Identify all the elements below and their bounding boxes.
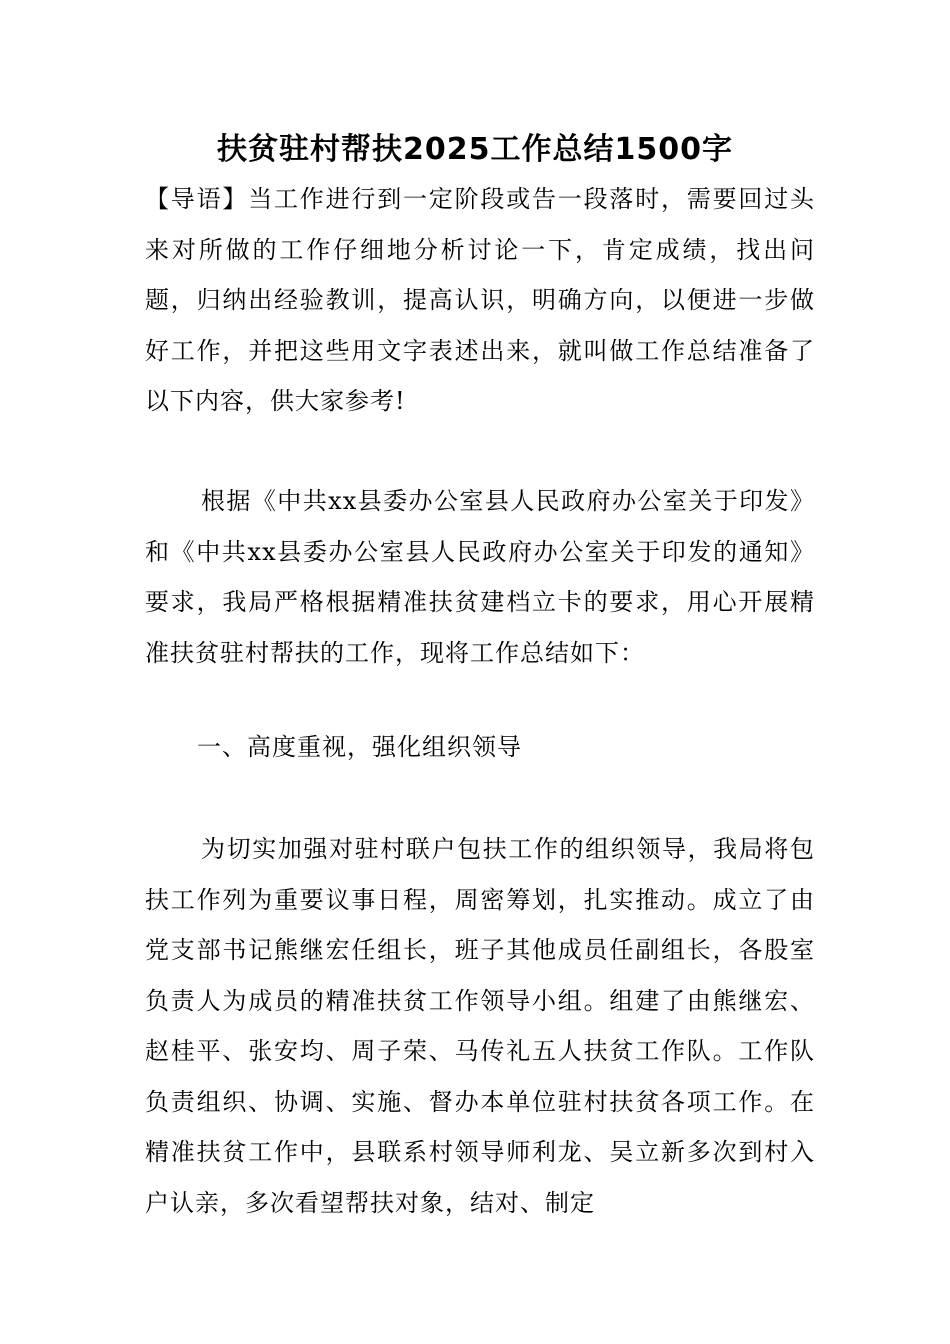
document-title: 扶贫驻村帮扶2025工作总结1500字 [217,132,733,167]
body-paragraph-1: 根据《中共xx县委办公室县人民政府办公室关于印发》和《中共xx县委办公室县人民政府办公室关于印发的通知》要求，我局严格根据精准扶贫建档立卡的要求，用心开展精准扶贫驻村帮扶的工作，现将工作总结如下： [145,487,815,667]
body-paragraph-2: 为切实加强对驻村联户包扶工作的组织领导，我局将包扶工作列为重要议事日程，周密筹划，扎实推动。成立了由党支部书记熊继宏任组长，班子其他成员任副组长，各股室负责人为成员的精准扶贫工作领导小组。组建了由熊继宏、赵桂平、张安均、周子荣、马传礼五人扶贫工作队。工作队负责组织、协调、实施、督办本单位驻村扶贫各项工作。在精准扶贫工作中，县联系村领导师利龙、吴立新多次到村入户认亲，多次看望帮扶对象，结对、制定 [145,835,815,1217]
intro-paragraph: 【导语】当工作进行到一定阶段或告一段落时，需要回过头来对所做的工作仔细地分析讨论一下，肯定成绩，找出问题，归纳出经验教训，提高认识，明确方向，以便进一步做好工作，并把这些用文字表述出来，就叫做工作总结准备了以下内容，供大家参考! [145,185,815,415]
section-heading-1: 一、高度重视，强化组织领导 [197,733,522,761]
